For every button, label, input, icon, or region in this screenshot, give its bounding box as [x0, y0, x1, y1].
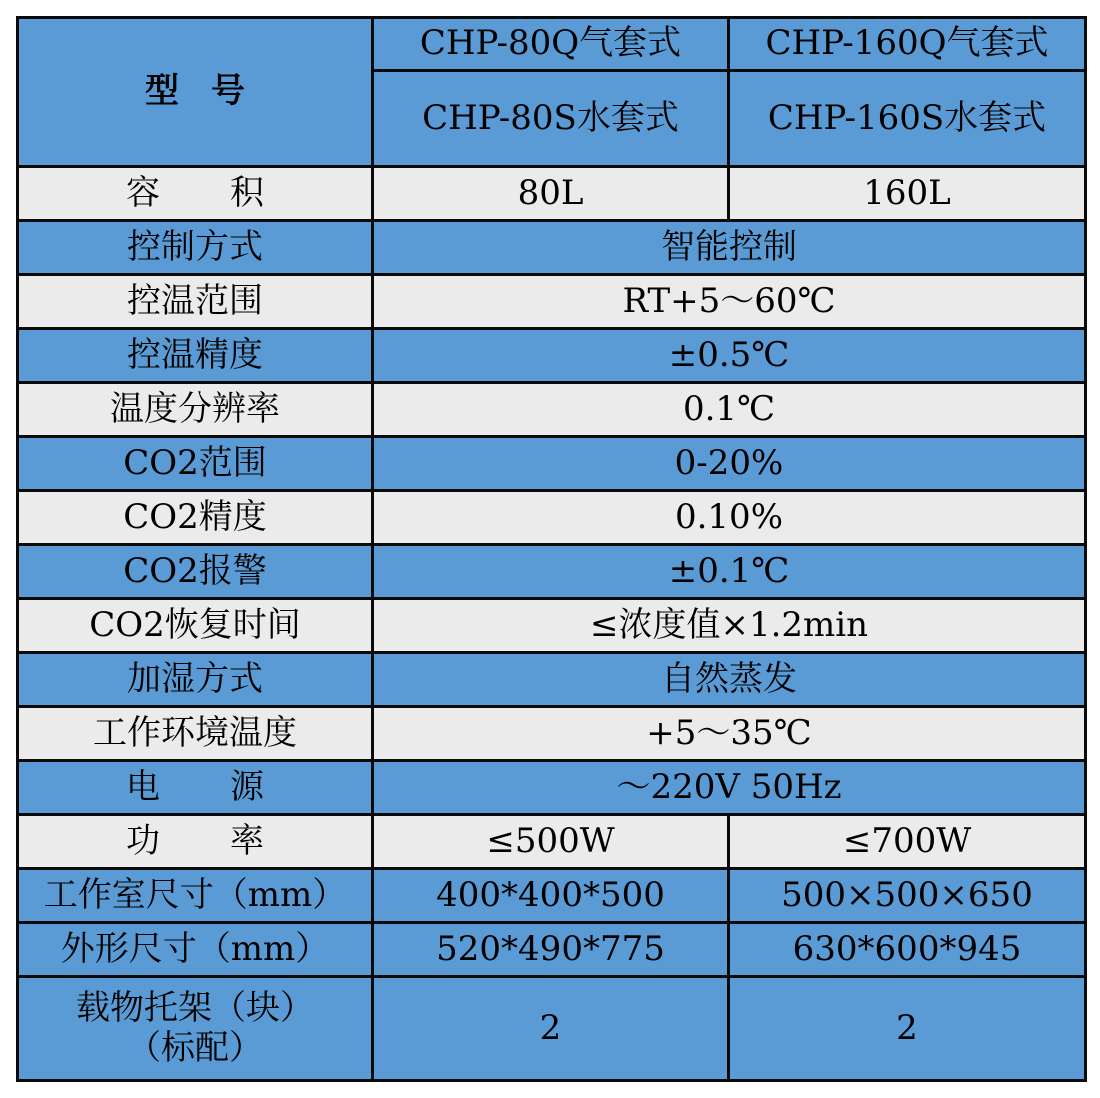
- row-chamber-size: [18, 869, 1086, 923]
- row-value: 0-20%: [373, 437, 1086, 491]
- row-label-line2: （标配）: [127, 1027, 263, 1068]
- row-co2-recovery: [18, 599, 1086, 653]
- row-co2-range: [18, 437, 1086, 491]
- row-label: 工作室尺寸（mm）: [18, 869, 373, 923]
- row-value: ±0.1℃: [373, 545, 1086, 599]
- row-co2-accuracy: [18, 491, 1086, 545]
- row-value-col2: ≤700W: [729, 815, 1086, 869]
- row-value-col1: ≤500W: [373, 815, 729, 869]
- row-label: 温度分辨率: [18, 383, 373, 437]
- row-value-col1: 80L: [373, 167, 729, 221]
- row-value: +5～35℃: [373, 707, 1086, 761]
- row-power: [18, 815, 1086, 869]
- row-value-col1: 520*490*775: [373, 923, 729, 977]
- row-humidify: [18, 653, 1086, 707]
- row-ambient-temp: [18, 707, 1086, 761]
- row-label: 控制方式: [18, 221, 373, 275]
- row-label: CO2恢复时间: [18, 599, 373, 653]
- row-value: ～220V 50Hz: [373, 761, 1086, 815]
- row-shelves: [18, 977, 1086, 1081]
- row-label: [18, 977, 373, 1081]
- row-outer-size: [18, 923, 1086, 977]
- row-value: ±0.5℃: [373, 329, 1086, 383]
- row-value-col2: 2: [729, 977, 1086, 1081]
- row-control: [18, 221, 1086, 275]
- row-value: 0.10%: [373, 491, 1086, 545]
- row-value: 自然蒸发: [373, 653, 1086, 707]
- row-value: 智能控制: [373, 221, 1086, 275]
- row-power-supply: [18, 761, 1086, 815]
- model-label-b: 号: [211, 71, 245, 112]
- row-value: 0.1℃: [373, 383, 1086, 437]
- row-value-col2: 160L: [729, 167, 1086, 221]
- row-value-col2: 500×500×650: [729, 869, 1086, 923]
- row-temp-range: [18, 275, 1086, 329]
- row-label: 控温精度: [18, 329, 373, 383]
- row-label: CO2精度: [18, 491, 373, 545]
- row-value: RT+5～60℃: [373, 275, 1086, 329]
- row-label: 控温范围: [18, 275, 373, 329]
- model-col2-line1: CHP-160Q气套式: [729, 18, 1086, 71]
- row-volume: [18, 167, 1086, 221]
- row-value: ≤浓度值×1.2min: [373, 599, 1086, 653]
- row-label: 加湿方式: [18, 653, 373, 707]
- row-label-line1: 载物托架（块）: [76, 988, 314, 1029]
- row-temp-resolution: [18, 383, 1086, 437]
- row-value-col1: 2: [373, 977, 729, 1081]
- row-temp-accuracy: [18, 329, 1086, 383]
- row-value-col2: 630*600*945: [729, 923, 1086, 977]
- model-col1-line1: CHP-80Q气套式: [373, 18, 729, 71]
- model-col1-line2: CHP-80S水套式: [373, 71, 729, 167]
- row-label: 外形尺寸（mm）: [18, 923, 373, 977]
- spec-table: [16, 16, 1087, 1082]
- row-co2-alarm: [18, 545, 1086, 599]
- row-value-col1: 400*400*500: [373, 869, 729, 923]
- model-label-a: 型: [145, 71, 179, 112]
- row-label: 电 源: [18, 761, 373, 815]
- row-label: 功 率: [18, 815, 373, 869]
- row-label: CO2范围: [18, 437, 373, 491]
- row-label: 容 积: [18, 167, 373, 221]
- row-label: 工作环境温度: [18, 707, 373, 761]
- header-row-1: [18, 18, 1086, 71]
- row-label: CO2报警: [18, 545, 373, 599]
- model-header-cell: [18, 18, 373, 167]
- model-col2-line2: CHP-160S水套式: [729, 71, 1086, 167]
